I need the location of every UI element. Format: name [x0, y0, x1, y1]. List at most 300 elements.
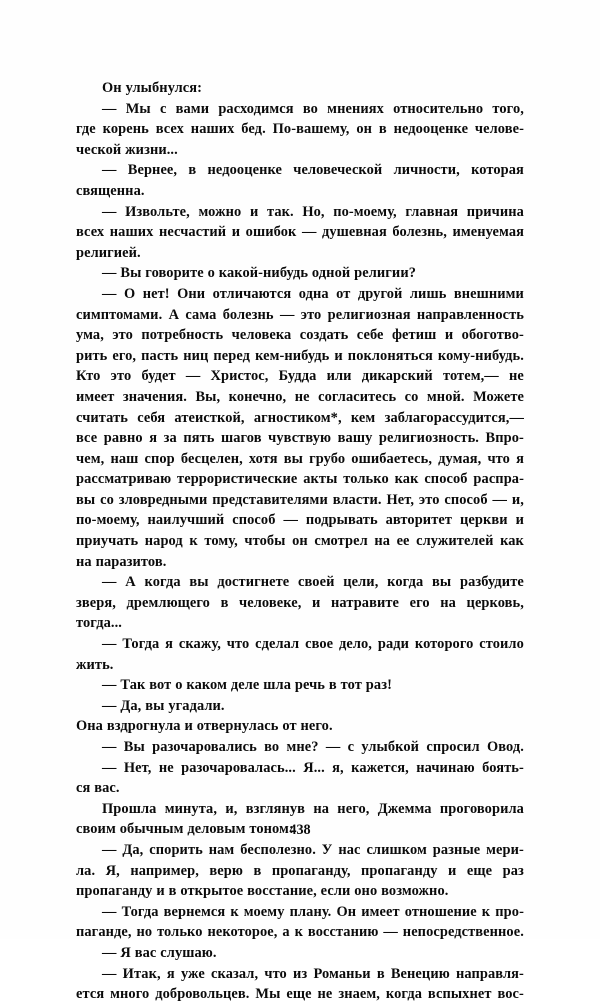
- word: обычным: [119, 821, 184, 838]
- text-line: [76, 840, 524, 861]
- word: шагов: [220, 430, 262, 447]
- text-line: [76, 222, 524, 243]
- word: и,: [511, 491, 524, 508]
- word: восстанию: [307, 924, 379, 941]
- word: я: [516, 450, 524, 467]
- word: —: [325, 739, 341, 755]
- word: Мы: [125, 100, 151, 117]
- word: его: [409, 594, 430, 611]
- word: Вы: [123, 739, 145, 755]
- word: всех: [76, 224, 105, 241]
- word: душевная: [321, 224, 387, 241]
- word: вернемся: [163, 903, 226, 920]
- word: улыбнулся:: [125, 80, 203, 96]
- word: вы: [76, 491, 96, 508]
- word: чем,: [76, 450, 105, 467]
- word: способ: [424, 471, 468, 488]
- word: бесполезно.: [240, 841, 316, 858]
- word: можно: [198, 203, 242, 220]
- word: жить.: [76, 656, 114, 673]
- word: пять: [183, 430, 215, 447]
- word: значения.: [122, 388, 187, 405]
- word: вы: [283, 450, 303, 467]
- word: —: [279, 306, 295, 323]
- word: —: [383, 924, 398, 941]
- text-line: [76, 305, 524, 326]
- word: Они: [177, 285, 206, 302]
- word: челове-: [474, 121, 524, 138]
- word: это: [110, 368, 132, 385]
- word: я: [166, 965, 175, 982]
- word: —: [102, 100, 117, 117]
- word: ума,: [76, 327, 104, 344]
- word: —: [102, 697, 117, 714]
- word: угадали.: [168, 697, 225, 714]
- word: Вернее,: [127, 162, 178, 179]
- word: которого: [414, 636, 474, 653]
- text-line: [76, 696, 524, 717]
- word: человеке,: [239, 594, 302, 611]
- word: взглянув: [245, 800, 306, 817]
- word: отношение: [404, 903, 477, 920]
- word: не: [317, 986, 333, 1003]
- text-line: [76, 387, 524, 408]
- text-line: [76, 613, 524, 634]
- word: восстание,: [247, 883, 317, 900]
- word: и: [156, 883, 165, 900]
- word: религиозность.: [378, 430, 480, 447]
- word: Извольте,: [125, 203, 190, 220]
- word: с: [159, 100, 167, 117]
- word: конечно,: [228, 388, 287, 405]
- word: в: [378, 121, 387, 138]
- word: добровольцев.: [155, 986, 250, 1003]
- word: народ: [144, 533, 183, 550]
- word: это: [300, 306, 322, 323]
- word: того,: [492, 100, 524, 117]
- word: вы: [145, 697, 165, 714]
- word: болезнь,: [392, 224, 447, 241]
- word: которая: [471, 162, 524, 179]
- word: про-: [495, 903, 524, 920]
- word: спросил: [426, 739, 480, 755]
- word: дикарский: [361, 368, 433, 385]
- word: слушаю.: [160, 944, 217, 961]
- word: что: [487, 450, 510, 467]
- word: по-моему,: [333, 203, 397, 220]
- word: знаем,: [338, 986, 380, 1003]
- word: Кто: [76, 368, 101, 385]
- word: Прошла: [102, 800, 157, 817]
- word: если: [320, 883, 351, 900]
- word: и: [444, 327, 454, 344]
- text-line: [76, 181, 524, 202]
- text-line: [76, 490, 524, 511]
- word: я: [165, 636, 174, 653]
- word: и: [448, 862, 457, 879]
- word: ради: [377, 636, 410, 653]
- text-line: [76, 428, 524, 449]
- word: речь: [294, 677, 326, 694]
- word: вами: [175, 100, 210, 117]
- word: уже: [180, 965, 205, 982]
- word: пропаганду: [361, 862, 438, 879]
- body-text-column: [76, 78, 524, 1005]
- word: причина: [466, 203, 524, 220]
- word: Впро-: [485, 430, 524, 447]
- word: Овод.: [486, 739, 524, 755]
- word: со: [404, 388, 419, 405]
- word: поклоняться: [347, 347, 433, 364]
- word: мнениях: [327, 100, 384, 117]
- word: натравите: [331, 594, 400, 611]
- word: ческой: [76, 141, 122, 158]
- word: он: [292, 533, 308, 550]
- word: Да,: [120, 697, 142, 714]
- word: несчастий: [158, 224, 227, 241]
- word: —: [102, 903, 117, 920]
- word: ее: [396, 533, 410, 550]
- word: заблагорассудится,—: [384, 409, 524, 426]
- text-line: [76, 160, 524, 181]
- text-line: [76, 634, 524, 655]
- text-line: [76, 737, 524, 758]
- word: —: [301, 224, 317, 241]
- word: на: [374, 533, 390, 550]
- word: в: [188, 162, 197, 179]
- word: шла: [263, 677, 291, 694]
- text-line: [76, 716, 524, 737]
- word: зверя,: [76, 594, 116, 611]
- word: на: [313, 800, 329, 817]
- word: паразитов.: [95, 553, 167, 570]
- word: во: [302, 100, 318, 117]
- word: —: [102, 162, 117, 179]
- text-line: [76, 78, 524, 99]
- word: в: [168, 883, 177, 900]
- word: наших: [109, 224, 154, 241]
- word: дремлющего: [126, 594, 210, 611]
- word: своим: [76, 821, 116, 838]
- word: так.: [266, 203, 294, 220]
- word: бесцелен,: [180, 450, 243, 467]
- word: я: [149, 430, 158, 447]
- text-line: [76, 510, 524, 531]
- word: наилучший: [147, 512, 225, 529]
- word: спор: [144, 450, 175, 467]
- text-line: [76, 758, 524, 779]
- word: равно: [103, 430, 143, 447]
- word: своей: [298, 574, 335, 591]
- word: Нет,: [386, 491, 415, 508]
- word: наших: [190, 121, 235, 138]
- word: церковь,: [466, 594, 524, 611]
- word: бед.: [241, 121, 266, 138]
- text-line: [76, 284, 524, 305]
- word: к: [294, 924, 304, 941]
- word: по-моему,: [76, 512, 140, 529]
- word: мери-: [486, 841, 524, 858]
- word: Итак,: [122, 965, 161, 982]
- word: внешними: [453, 285, 524, 302]
- word: он: [356, 121, 373, 138]
- word: Христос,: [210, 368, 269, 385]
- word: слишком: [366, 841, 427, 858]
- word: агностиком*,: [253, 409, 342, 426]
- word: смотрел: [314, 533, 368, 550]
- word: разочаровались: [152, 739, 257, 755]
- word: когда: [385, 986, 422, 1003]
- word: А: [125, 574, 136, 591]
- word: сделал: [255, 636, 300, 653]
- word: ся: [76, 780, 91, 797]
- text-line: [76, 366, 524, 387]
- word: хотя: [248, 450, 278, 467]
- text-line: [76, 449, 524, 470]
- word: думая,: [438, 450, 482, 467]
- word: разочаровалась...: [181, 759, 296, 776]
- word: фетиш: [392, 327, 437, 344]
- word: от: [336, 285, 351, 302]
- word: к: [189, 533, 198, 550]
- text-line: [76, 572, 524, 593]
- word: У: [321, 841, 333, 858]
- word: вот: [149, 677, 172, 694]
- word: тому,: [204, 533, 238, 550]
- word: имеет: [361, 903, 400, 920]
- text-line: [76, 881, 524, 902]
- word: —: [102, 965, 117, 982]
- word: не: [158, 759, 174, 776]
- word: религиозная: [327, 306, 411, 323]
- word: Я,: [105, 862, 120, 879]
- word: недооценке: [207, 162, 282, 179]
- word: О: [123, 285, 136, 302]
- word: моему: [243, 903, 285, 920]
- word: считать: [76, 409, 128, 426]
- word: лишь: [409, 285, 447, 302]
- word: мне?: [286, 739, 319, 755]
- word: из: [293, 965, 308, 982]
- word: —: [102, 574, 117, 591]
- word: чувствую: [268, 430, 332, 447]
- word: религией.: [76, 244, 141, 261]
- word: грубо: [309, 450, 346, 467]
- text-line: [76, 243, 524, 264]
- word: представителями: [212, 491, 328, 508]
- text-line: [76, 99, 524, 120]
- word: Но,: [302, 203, 325, 220]
- word: но: [136, 924, 153, 941]
- text-line: [76, 325, 524, 346]
- word: Тогда: [121, 903, 159, 920]
- word: я,: [332, 759, 344, 776]
- word: Да,: [122, 841, 144, 858]
- word: деловым: [187, 821, 246, 838]
- word: и: [249, 203, 259, 220]
- word: и: [184, 718, 193, 735]
- word: на: [440, 594, 456, 611]
- word: где: [76, 121, 96, 138]
- word: к: [230, 903, 239, 920]
- word: открытое: [180, 883, 244, 900]
- word: сама: [185, 306, 217, 323]
- word: минута,: [164, 800, 218, 817]
- word: говорите: [145, 265, 204, 282]
- word: —: [102, 203, 117, 220]
- word: жизни...: [125, 141, 178, 158]
- word: какой-нибудь: [218, 265, 309, 282]
- word: начинаю: [416, 759, 475, 776]
- word: достигнете: [217, 574, 290, 591]
- word: авторитет: [385, 512, 453, 529]
- word: тот: [340, 677, 362, 694]
- word: перед: [213, 347, 251, 364]
- text-line: [76, 922, 524, 943]
- word: —: [102, 841, 117, 858]
- word: и: [334, 347, 343, 364]
- word: сказал,: [211, 965, 259, 982]
- word: —: [492, 491, 507, 508]
- word: рить: [76, 347, 108, 364]
- word: плану.: [289, 903, 332, 920]
- word: деле: [230, 677, 260, 694]
- word: направленность: [416, 306, 524, 323]
- word: имеет: [76, 388, 115, 405]
- word: разные: [432, 841, 481, 858]
- word: согласитесь: [318, 388, 397, 405]
- word: зловредными: [118, 491, 208, 508]
- word: некоторое,: [207, 924, 278, 941]
- word: спорить: [149, 841, 203, 858]
- word: расходимся: [218, 100, 294, 117]
- text-line: [76, 202, 524, 223]
- word: оно: [354, 883, 378, 900]
- word: непосредственное.: [402, 924, 524, 941]
- word: себя: [137, 409, 166, 426]
- word: еще: [286, 986, 312, 1003]
- word: направля-: [455, 965, 524, 982]
- word: Мы: [255, 986, 281, 1003]
- word: —: [102, 739, 117, 755]
- word: когда: [144, 574, 181, 591]
- word: акты: [303, 471, 338, 488]
- word: болезнь: [222, 306, 274, 323]
- word: относительно: [393, 100, 484, 117]
- word: —: [185, 368, 201, 385]
- word: себе: [356, 327, 384, 344]
- word: отличаются: [212, 285, 292, 302]
- word: потребность: [141, 327, 224, 344]
- word: —: [102, 265, 117, 282]
- word: Она: [76, 718, 103, 735]
- word: именуемая: [452, 224, 524, 241]
- text-line: [76, 552, 524, 573]
- word: это: [112, 327, 133, 344]
- word: вспыхнет: [427, 986, 492, 1003]
- word: с: [347, 739, 355, 755]
- word: обоготво-: [461, 327, 524, 344]
- word: кажется,: [351, 759, 409, 776]
- text-line: [76, 263, 524, 284]
- word: когда: [387, 574, 424, 591]
- word: что: [226, 636, 250, 653]
- word: как: [500, 533, 524, 550]
- text-line: [76, 408, 524, 429]
- word: раз!: [365, 677, 392, 694]
- word: ошибаетесь,: [351, 450, 433, 467]
- word: террористические: [177, 471, 298, 488]
- word: нас: [338, 841, 361, 858]
- word: свое: [305, 636, 334, 653]
- word: вас.: [94, 780, 120, 797]
- word: это: [418, 491, 440, 508]
- page-number: 438: [289, 822, 311, 838]
- word: за: [163, 430, 177, 447]
- word: него,: [337, 800, 370, 817]
- word: и: [231, 224, 241, 241]
- word: Нет,: [123, 759, 152, 776]
- word: и,: [225, 800, 238, 817]
- text-line: [76, 531, 524, 552]
- word: служителей: [416, 533, 494, 550]
- word: главная: [405, 203, 459, 220]
- word: будет: [141, 368, 176, 385]
- word: улыбкой: [361, 739, 420, 755]
- word: пасть: [141, 347, 179, 364]
- word: священна.: [76, 182, 145, 199]
- word: Он: [336, 903, 357, 920]
- word: —: [102, 677, 117, 694]
- text-line: [76, 140, 524, 161]
- word: как: [394, 471, 419, 488]
- word: в: [253, 862, 262, 879]
- word: церкви: [459, 512, 508, 529]
- word: скажу,: [178, 636, 221, 653]
- word: —: [102, 285, 117, 302]
- word: кем: [350, 409, 376, 426]
- text-line: [76, 964, 524, 985]
- word: —: [102, 636, 117, 653]
- word: Тогда: [122, 636, 160, 653]
- word: наш: [110, 450, 139, 467]
- word: всех: [155, 121, 184, 138]
- text-line: [76, 469, 524, 490]
- word: ошибок: [245, 224, 297, 241]
- word: а: [282, 924, 290, 941]
- word: только: [157, 924, 203, 941]
- word: вос-: [497, 986, 524, 1003]
- word: чтобы: [244, 533, 286, 550]
- word: Он: [102, 80, 122, 96]
- text-line: [76, 778, 524, 799]
- word: мной.: [426, 388, 465, 405]
- word: человека: [231, 327, 292, 344]
- word: одной: [311, 265, 351, 282]
- word: способ: [444, 491, 488, 508]
- word: ется: [76, 986, 105, 1003]
- text-line: [76, 984, 524, 1005]
- word: симптомами.: [76, 306, 163, 323]
- word: его,: [112, 347, 137, 364]
- word: нет!: [142, 285, 170, 302]
- word: нам: [208, 841, 235, 858]
- word: —: [283, 512, 298, 529]
- word: другой: [357, 285, 403, 302]
- word: что: [264, 965, 287, 982]
- word: разбудите: [460, 574, 524, 591]
- word: Венецию: [390, 965, 450, 982]
